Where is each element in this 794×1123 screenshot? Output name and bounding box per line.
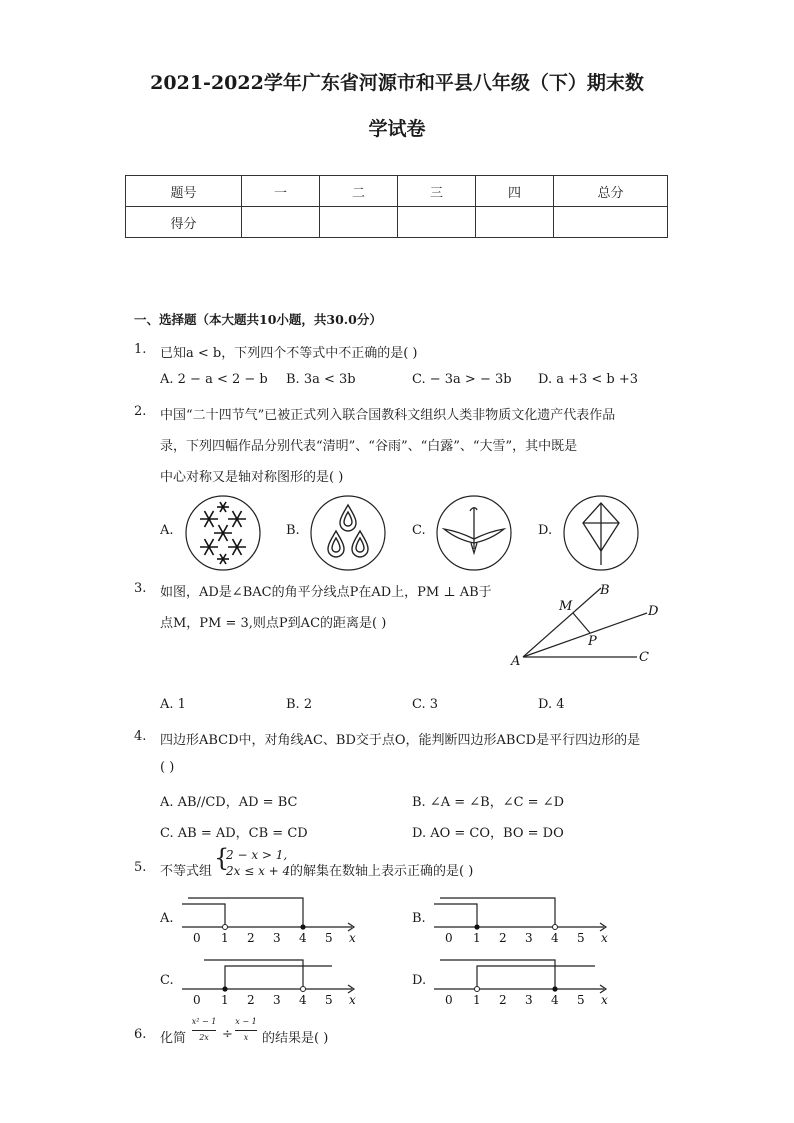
axis-variable: x: [349, 931, 356, 945]
option-a[interactable]: A. 1: [160, 697, 186, 712]
tick-label: 2: [499, 931, 507, 945]
bird-figure: [434, 493, 514, 573]
tick-label: 1: [473, 931, 481, 945]
tick-label: 5: [577, 993, 585, 1007]
point-label-c: C: [639, 650, 649, 665]
option-a[interactable]: A. AB//CD，AD = BC: [160, 795, 298, 810]
question-stem-pre: 不等式组: [160, 864, 213, 879]
tick-label: 4: [299, 993, 307, 1007]
point-label-d: D: [648, 604, 659, 619]
tick-label: 4: [551, 993, 559, 1007]
point-label-p: P: [588, 634, 597, 649]
option-a[interactable]: A. 2 − a < 2 − b: [160, 372, 268, 387]
option-d[interactable]: D. 4: [538, 697, 565, 712]
score-table-row-label: 得分: [126, 207, 242, 238]
question-number: 3.: [134, 581, 147, 596]
score-table-header-cell: 二: [320, 176, 398, 207]
tick-label: 3: [273, 993, 281, 1007]
question-number: 1.: [134, 342, 147, 357]
score-table-header-cell: 总分: [554, 176, 668, 207]
score-cell[interactable]: [320, 207, 398, 238]
question-stem-post: 的结果是( ): [262, 1031, 329, 1046]
fraction-1-denominator: 2x: [199, 1033, 209, 1042]
fraction-2-numerator: x − 1: [235, 1017, 257, 1026]
option-d[interactable]: D.: [538, 523, 553, 538]
tick-label: 0: [193, 931, 201, 945]
score-cell[interactable]: [398, 207, 476, 238]
axis-variable: x: [601, 931, 608, 945]
inequality-2: 2x ≤ x + 4: [226, 864, 291, 878]
axis-variable: x: [601, 993, 608, 1007]
tick-label: 2: [247, 993, 255, 1007]
tick-label: 0: [445, 993, 453, 1007]
tick-label: 2: [499, 993, 507, 1007]
tick-label: 1: [221, 993, 229, 1007]
number-line-b: [430, 892, 620, 946]
question-stem-line: 四边形ABCD中，对角线AC、BD交于点O，能判断四边形ABCD是平行四边形的是: [160, 733, 641, 748]
number-line-c: [178, 954, 368, 1008]
tick-label: 1: [473, 993, 481, 1007]
number-line-a: [178, 892, 368, 946]
tick-label: 3: [525, 993, 533, 1007]
question-number: 2.: [134, 404, 147, 419]
tick-label: 2: [247, 931, 255, 945]
question-stem-line: 中心对称又是轴对称图形的是( ): [160, 470, 344, 485]
point-label-b: B: [600, 583, 610, 598]
option-b[interactable]: B. ∠A = ∠B，∠C = ∠D: [412, 795, 565, 810]
tick-label: 5: [577, 931, 585, 945]
option-d[interactable]: D.: [412, 973, 427, 988]
option-c[interactable]: C. AB = AD，CB = CD: [160, 826, 308, 841]
option-b[interactable]: B. 3a < 3b: [286, 372, 356, 387]
question-stem-pre: 化简: [160, 1031, 187, 1046]
system-brace: {: [214, 844, 230, 872]
tick-label: 0: [193, 993, 201, 1007]
option-a[interactable]: A.: [160, 911, 174, 926]
score-table-header-row: [126, 176, 668, 207]
point-label-a: A: [511, 654, 521, 669]
angle-bisector-figure: [505, 575, 675, 675]
number-line-d: [430, 954, 620, 1008]
question-stem-line: 点M，PM = 3,则点P到AC的距离是( ): [160, 616, 387, 631]
fraction-2-bar: [235, 1030, 257, 1031]
score-table-header-cell: 三: [398, 176, 476, 207]
score-table: [125, 175, 668, 238]
tick-label: 4: [299, 931, 307, 945]
inequality-1: 2 − x > 1,: [226, 848, 288, 862]
option-c[interactable]: C. 3: [412, 697, 439, 712]
kite-figure: [561, 493, 641, 573]
score-table-header-cell: 题号: [126, 176, 242, 207]
question-stem-line: 录，下列四幅作品分别代表“清明”、“谷雨”、“白露”、“大雪”，其中既是: [160, 439, 578, 454]
option-b[interactable]: B.: [286, 523, 300, 538]
score-table-header-cell: 四: [476, 176, 554, 207]
option-d[interactable]: D. AO = CO，BO = DO: [412, 826, 564, 841]
question-stem-line: 中国“二十四节气”已被正式列入联合国教科文组织人类非物质文化遗产代表作品: [160, 408, 616, 423]
score-cell[interactable]: [242, 207, 320, 238]
question-stem-line: ( ): [160, 760, 175, 775]
tick-label: 0: [445, 931, 453, 945]
option-a[interactable]: A.: [160, 523, 174, 538]
tick-label: 5: [325, 993, 333, 1007]
score-cell[interactable]: [476, 207, 554, 238]
option-d[interactable]: D. a +3 < b +3: [538, 372, 639, 387]
snowflake-figure: [183, 493, 263, 573]
axis-variable: x: [349, 993, 356, 1007]
fraction-2-denominator: x: [243, 1033, 249, 1042]
point-label-m: M: [559, 599, 573, 614]
question-stem: 已知a < b，下列四个不等式中不正确的是( ): [160, 346, 418, 361]
option-c[interactable]: C. − 3a > − 3b: [412, 372, 512, 387]
question-number: 5.: [134, 860, 147, 875]
question-stem-line: 如图，AD是∠BAC的角平分线点P在AD上，PM ⊥ AB于: [160, 585, 492, 600]
option-c[interactable]: C.: [160, 973, 174, 988]
tick-label: 3: [273, 931, 281, 945]
fraction-1-bar: [192, 1030, 216, 1031]
tick-label: 3: [525, 931, 533, 945]
division-sign: ÷: [222, 1027, 233, 1042]
raindrops-figure: [308, 493, 388, 573]
tick-label: 4: [551, 931, 559, 945]
score-cell[interactable]: [554, 207, 668, 238]
score-table-header-cell: 一: [242, 176, 320, 207]
option-b[interactable]: B.: [412, 911, 426, 926]
question-number: 4.: [134, 729, 147, 744]
tick-label: 5: [325, 931, 333, 945]
score-table-score-row: [126, 207, 668, 238]
option-c[interactable]: C.: [412, 523, 426, 538]
option-b[interactable]: B. 2: [286, 697, 313, 712]
question-stem-post: 的解集在数轴上表示正确的是( ): [290, 864, 474, 879]
question-number: 6.: [134, 1027, 147, 1042]
exam-title-line2: 学试卷: [368, 118, 426, 140]
fraction-1-numerator: x² − 1: [191, 1017, 217, 1026]
tick-label: 1: [221, 931, 229, 945]
section-heading: 一、选择题（本大题共10小题，共30.0分）: [134, 312, 382, 327]
exam-title-line1: 2021-2022学年广东省河源市和平县八年级（下）期末数: [150, 72, 644, 94]
